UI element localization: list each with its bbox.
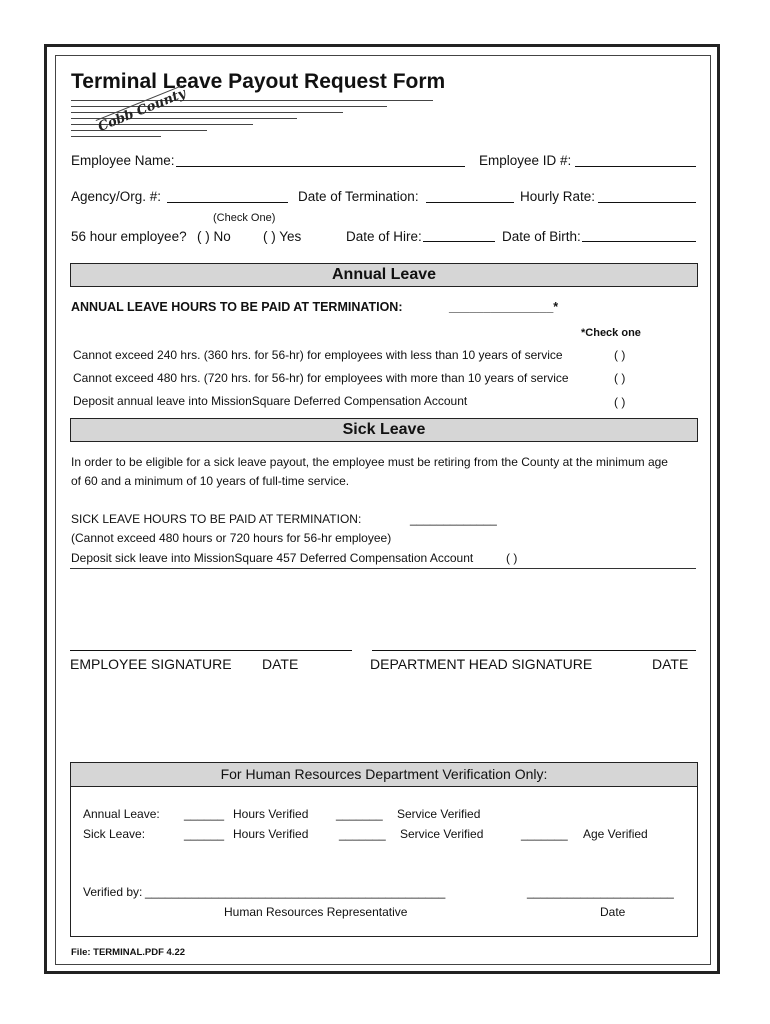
- annual-leave-header: Annual Leave: [70, 263, 698, 287]
- annual-option-deposit-checkbox[interactable]: ( ): [614, 395, 626, 409]
- annual-hours-field[interactable]: _______________*: [449, 300, 559, 314]
- employee-id-label: Employee ID #:: [479, 153, 572, 168]
- hr-date-label: Date: [600, 905, 626, 919]
- hourly-rate-field[interactable]: [598, 202, 696, 203]
- employee-date-label: DATE: [262, 656, 299, 672]
- employee-name-field[interactable]: [176, 166, 465, 167]
- employee-name-label: Employee Name:: [71, 153, 175, 168]
- logo-script-text: Cobb County: [96, 86, 189, 135]
- birth-date-label: Date of Birth:: [502, 229, 581, 244]
- hr-annual-label: Annual Leave:: [83, 807, 160, 821]
- file-reference: File: TERMINAL.PDF 4.22: [71, 947, 186, 958]
- check-one-label: *Check one: [581, 327, 641, 339]
- employee-56-label: 56 hour employee?: [71, 229, 187, 244]
- hire-date-label: Date of Hire:: [346, 229, 422, 244]
- hr-sick-service-verified: Service Verified: [400, 827, 484, 841]
- hr-sick-service-field[interactable]: _______: [339, 827, 386, 841]
- section-divider: [70, 568, 696, 569]
- department-head-date-label: DATE: [652, 656, 689, 672]
- department-head-signature-line[interactable]: [372, 650, 696, 651]
- hr-representative-label: Human Resources Representative: [224, 905, 408, 919]
- sick-leave-header: Sick Leave: [70, 418, 698, 442]
- agency-label: Agency/Org. #:: [71, 189, 162, 204]
- hr-verification-header: For Human Resources Department Verification Only:: [71, 763, 697, 787]
- termination-date-label: Date of Termination:: [298, 189, 419, 204]
- employee-signature-line[interactable]: [70, 650, 352, 651]
- form-title: Terminal Leave Payout Request Form: [71, 70, 446, 93]
- birth-date-field[interactable]: [582, 241, 696, 242]
- sick-eligibility-line2: of 60 and a minimum of 10 years of full-time service.: [71, 474, 350, 488]
- hr-date-field[interactable]: ______________________: [527, 885, 674, 899]
- hire-date-field[interactable]: [423, 241, 495, 242]
- employee-signature-label: EMPLOYEE SIGNATURE: [70, 656, 232, 672]
- no-checkbox[interactable]: ( ) No: [197, 229, 231, 244]
- hr-sick-label: Sick Leave:: [83, 827, 146, 841]
- sick-deposit-text: Deposit sick leave into MissionSquare 457 Deferred Compensation Account: [71, 551, 474, 565]
- hr-verified-by-label: Verified by:: [83, 885, 143, 899]
- hr-annual-service-verified: Service Verified: [397, 807, 481, 821]
- department-head-signature-label: DEPARTMENT HEAD SIGNATURE: [370, 656, 593, 672]
- hr-annual-hours-verified: Hours Verified: [233, 807, 309, 821]
- hr-sick-hours-field[interactable]: ______: [184, 827, 225, 841]
- sick-limit-note: (Cannot exceed 480 hours or 720 hours for 56-hr employee): [71, 531, 392, 545]
- annual-option-deposit: Deposit annual leave into MissionSquare Deferred Compensation Account: [73, 394, 468, 408]
- hr-sick-age-verified: Age Verified: [583, 827, 648, 841]
- sick-hours-label: SICK LEAVE HOURS TO BE PAID AT TERMINATION:: [71, 512, 362, 526]
- agency-field[interactable]: [167, 202, 288, 203]
- hr-annual-hours-field[interactable]: ______: [184, 807, 225, 821]
- annual-hours-label: ANNUAL LEAVE HOURS TO BE PAID AT TERMINATION:: [71, 300, 403, 314]
- hr-annual-service-field[interactable]: _______: [336, 807, 383, 821]
- hr-verified-by-field[interactable]: _____________________________________________: [145, 885, 446, 899]
- annual-option-480-checkbox[interactable]: ( ): [614, 371, 626, 385]
- annual-option-240-checkbox[interactable]: ( ): [614, 348, 626, 362]
- sick-hours-field[interactable]: _____________: [410, 512, 497, 526]
- annual-option-240: Cannot exceed 240 hrs. (360 hrs. for 56-hr) for employees with less than 10 years of service: [73, 348, 563, 362]
- check-one-note: (Check One): [213, 212, 276, 224]
- hr-sick-hours-verified: Hours Verified: [233, 827, 309, 841]
- hr-sick-age-field[interactable]: _______: [521, 827, 568, 841]
- sick-eligibility-line1: In order to be eligible for a sick leave payout, the employee must be retiring from the County at the minimum age: [71, 455, 668, 469]
- termination-date-field[interactable]: [426, 202, 514, 203]
- annual-option-480: Cannot exceed 480 hrs. (720 hrs. for 56-hr) for employees with more than 10 years of service: [73, 371, 569, 385]
- hourly-rate-label: Hourly Rate:: [520, 189, 596, 204]
- sick-deposit-checkbox[interactable]: ( ): [506, 551, 518, 565]
- yes-checkbox[interactable]: ( ) Yes: [263, 229, 302, 244]
- employee-id-field[interactable]: [575, 166, 696, 167]
